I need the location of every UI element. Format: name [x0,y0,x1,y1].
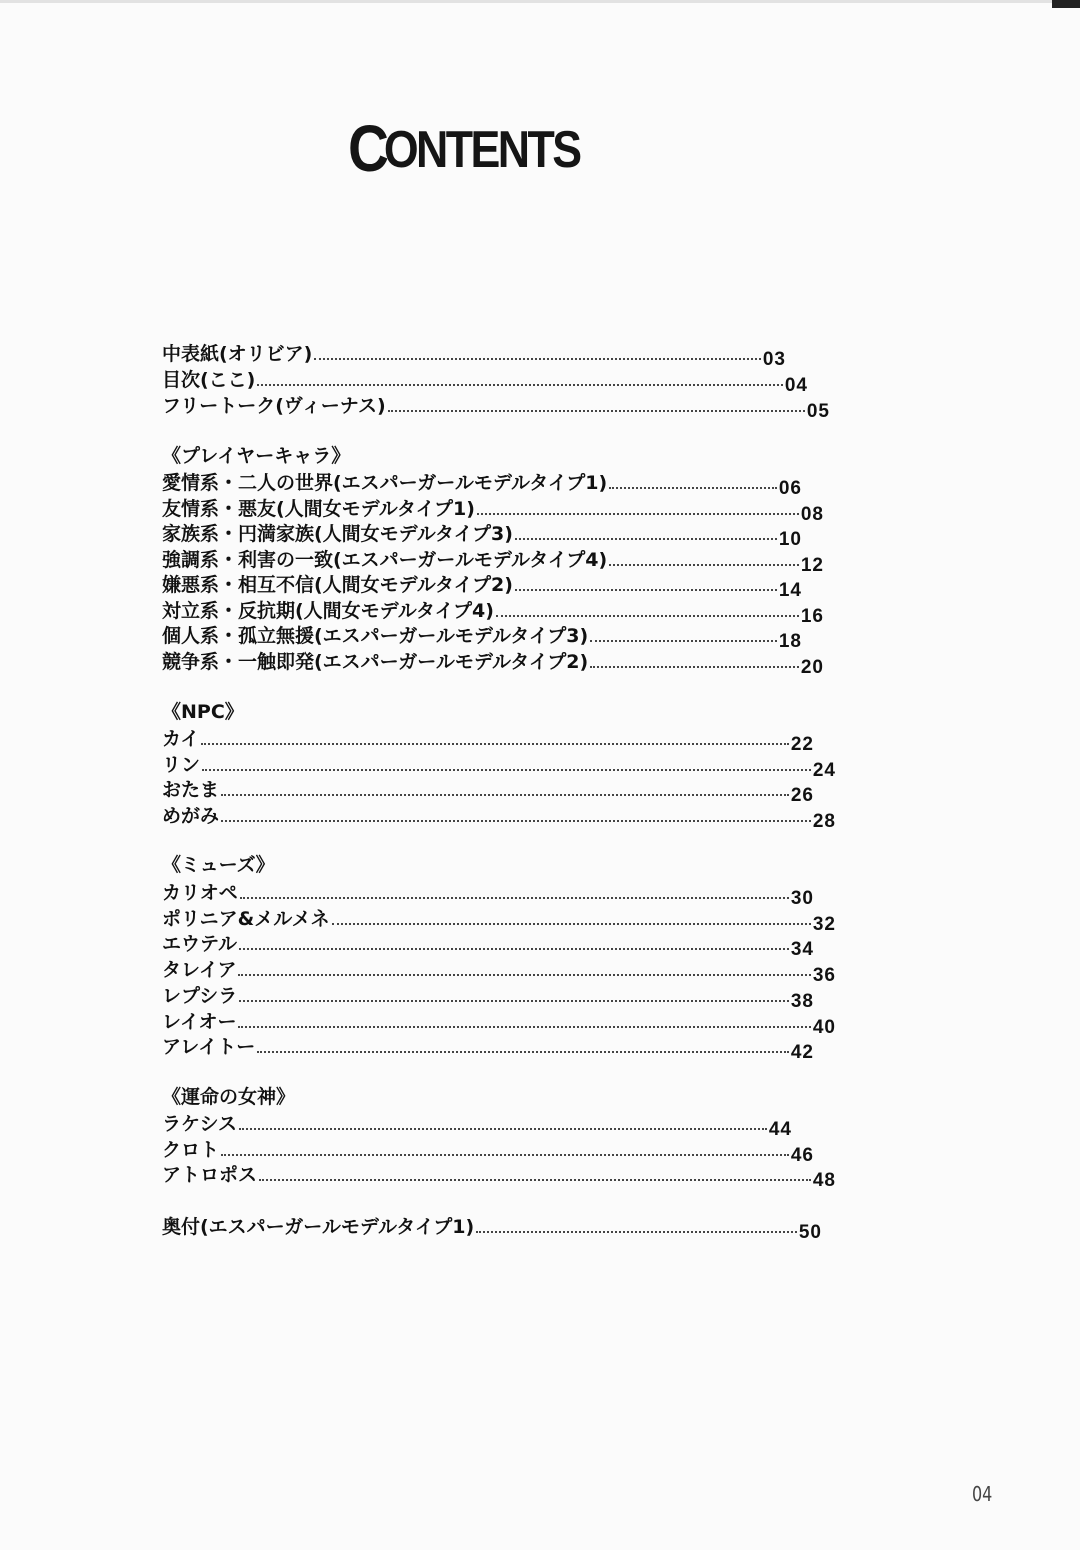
dot-leader [332,923,811,925]
toc-entry[interactable] [162,1112,792,1140]
section-heading-muses: 《ミューズ》 [162,854,275,876]
toc-entry-page: 48 [812,1170,836,1191]
toc-entry[interactable] [162,932,814,960]
dot-leader [590,666,799,668]
toc-entry[interactable] [162,778,814,806]
toc-entry-page: 32 [812,914,836,935]
toc-entry[interactable] [162,599,824,627]
dot-leader [257,1051,789,1053]
toc-entry-label: 嫌悪系・相互不信(人間女モデルタイプ2) [162,574,513,596]
toc-entry-page: 34 [790,939,814,960]
toc-entry-page: 30 [790,888,814,909]
dot-leader [239,1128,767,1130]
dot-leader [238,974,810,976]
toc-entry-label: カリオペ [162,882,238,904]
dot-leader [202,769,811,771]
toc-entry-page: 26 [790,785,814,806]
dot-leader [388,410,805,412]
toc-entry[interactable] [162,548,824,576]
toc-entry-label: 個人系・孤立無援(エスパーガールモデルタイプ3) [162,625,589,647]
toc-entry[interactable] [162,471,802,499]
toc-entry-page: 03 [762,349,786,370]
toc-entry-page: 38 [790,991,814,1012]
dot-leader [257,384,782,386]
dot-leader [477,513,799,515]
dot-leader [240,897,789,899]
toc-entry[interactable] [162,958,836,986]
toc-entry[interactable] [162,1010,836,1038]
toc-entry-page: 06 [778,478,802,499]
toc-entry-label: ポリニア&メルメネ [162,908,330,930]
toc-entry-page: 04 [784,375,808,396]
page-title [348,110,579,186]
toc-entry[interactable] [162,497,824,525]
dot-leader [221,820,811,822]
toc-entry-label: クロト [162,1139,220,1161]
toc-entry[interactable] [162,522,802,550]
toc-entry-page: 42 [790,1042,814,1063]
toc-entry-label: フリートーク(ヴィーナス) [162,395,386,417]
toc-entry[interactable] [162,727,814,755]
section-heading-goddesses-of-fate: 《運命の女神》 [162,1086,296,1108]
dot-leader [609,487,777,489]
dot-leader [515,589,777,591]
dot-leader [259,1179,811,1181]
section-heading-npc: 《NPC》 [162,701,244,723]
toc-entry[interactable] [162,624,802,652]
toc-entry-page: 40 [812,1017,836,1038]
toc-entry-label: レイオー [162,1011,237,1033]
toc-entry[interactable] [162,1035,814,1063]
toc-entry-label: アレイトー [162,1036,256,1058]
dot-leader [221,794,789,796]
toc-entry-label: リン [162,754,201,776]
toc-entry[interactable] [162,881,814,909]
toc-entry-page: 28 [812,811,836,832]
toc-entry-page: 36 [812,965,836,986]
dot-leader [476,1231,797,1233]
toc-entry-label: 強調系・利害の一致(エスパーガールモデルタイプ4) [162,549,608,571]
toc-entry-label: アトロポス [162,1164,258,1186]
title-initial: C [348,111,384,185]
dot-leader [239,948,789,950]
dot-leader [239,1000,789,1002]
toc-entry[interactable] [162,1138,814,1166]
dot-leader [201,743,788,745]
corner-crop-mark [1052,0,1080,8]
toc-entry-page: 08 [800,504,824,525]
toc-entry-page: 46 [790,1145,814,1166]
toc-entry[interactable] [162,650,824,678]
toc-entry-label: 競争系・一触即発(エスパーガールモデルタイプ2) [162,651,589,673]
toc-entry-label: おたま [162,779,220,801]
dot-leader [515,538,777,540]
toc-entry[interactable] [162,1163,836,1191]
toc-entry-page: 18 [778,631,802,652]
dot-leader [590,640,777,642]
toc-entry[interactable] [162,394,830,422]
toc-entry-label: めがみ [162,805,220,827]
toc-entry-page: 50 [798,1222,822,1243]
toc-entry[interactable] [162,1215,822,1243]
dot-leader [221,1154,789,1156]
toc-entry-page: 20 [800,657,824,678]
toc-entry-label: ラケシス [162,1113,238,1135]
dot-leader [238,1026,810,1028]
toc-entry-label: 家族系・円満家族(人間女モデルタイプ3) [162,523,513,545]
dot-leader [496,615,799,617]
toc-entry[interactable] [162,984,814,1012]
toc-entry-label: 友情系・悪友(人間女モデルタイプ1) [162,498,475,520]
toc-entry[interactable] [162,804,836,832]
page-edge [0,0,1080,3]
toc-entry[interactable] [162,368,808,396]
toc-entry-page: 10 [778,529,802,550]
toc-entry-label: 奥付(エスパーガールモデルタイプ1) [162,1216,475,1238]
toc-entry-page: 14 [778,580,802,601]
toc-entry-label: 愛情系・二人の世界(エスパーガールモデルタイプ1) [162,472,608,494]
toc-entry[interactable] [162,907,836,935]
dot-leader [314,358,760,360]
title-rest: ONTENTS [383,121,580,179]
toc-entry[interactable] [162,342,786,370]
page-number: 04 [972,1482,993,1506]
toc-entry-page: 22 [790,734,814,755]
toc-entry[interactable] [162,753,836,781]
toc-entry-page: 05 [806,401,830,422]
toc-entry-page: 24 [812,760,836,781]
toc-entry-label: 目次(ここ) [162,369,256,391]
toc-entry-label: タレイア [162,959,237,981]
toc-entry-page: 12 [800,555,824,576]
toc-entry-label: エウテル [162,933,238,955]
toc-entry-label: 対立系・反抗期(人間女モデルタイプ4) [162,600,494,622]
toc-entry[interactable] [162,573,802,601]
section-heading-player-characters: 《プレイヤーキャラ》 [162,445,351,467]
toc-entry-label: レプシラ [162,985,238,1007]
toc-entry-page: 44 [768,1119,792,1140]
toc-entry-label: 中表紙(オリビア) [162,343,313,365]
dot-leader [609,564,799,566]
toc-entry-page: 16 [800,606,824,627]
toc-entry-label: カイ [162,728,200,750]
